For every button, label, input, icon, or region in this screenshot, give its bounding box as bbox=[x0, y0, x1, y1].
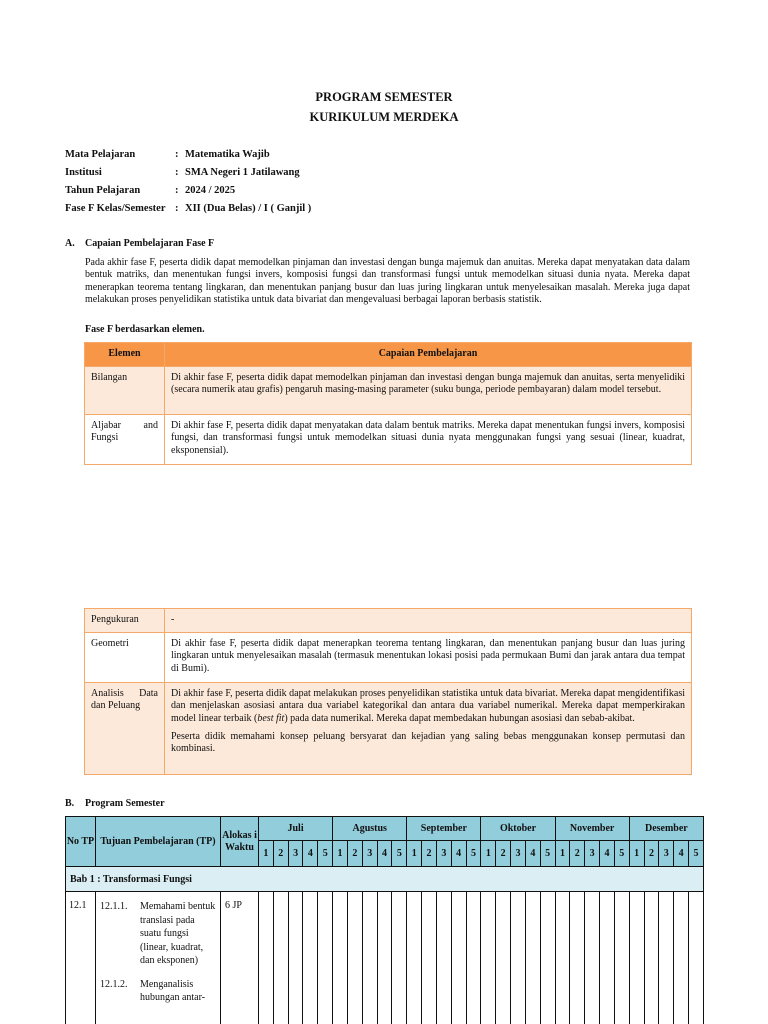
tp-item-code: 12.1.2. bbox=[100, 978, 128, 990]
tp-item-text: Menganalisis hubungan antar- bbox=[140, 978, 206, 1003]
text-run: Di akhir fase F, peserta didik dapat melakukan proses penyelidikan statistika untuk data bivariat. Mereka dapat mengidentifikasi dan menjelaskan asosiasi antara dua variabel kategorikal dan antara dua variabel numerikal. Mereka dapat memperkirakan model linear terbaik ( bbox=[171, 688, 685, 724]
cp-row-aljabar bbox=[85, 415, 692, 465]
info-colon: : bbox=[175, 167, 179, 178]
week-cell bbox=[436, 892, 451, 1024]
tp-number: 12.1 bbox=[66, 892, 96, 1024]
identity-block bbox=[65, 148, 311, 220]
cp-description: Di akhir fase F, peserta didik dapat menyatakan data dalam bentuk matriks. Mereka dapat menentukan fungsi invers, komposisi fungsi, dan transformasi fungsi untuk memodelkan situasi dunia nyata menggunakan fungsi yang sesuai (linear, kuadrat, eksponensial). bbox=[165, 415, 692, 465]
week-header: 2 bbox=[570, 841, 585, 867]
week-cell bbox=[318, 892, 333, 1024]
week-header: 1 bbox=[333, 841, 348, 867]
cp-row-analisis-data bbox=[85, 683, 692, 775]
tp-row bbox=[66, 892, 704, 1024]
tp-item-code: 12.1.1. bbox=[100, 901, 128, 912]
week-cell bbox=[689, 892, 704, 1024]
week-cell bbox=[333, 892, 348, 1024]
cp-element: Bilangan bbox=[85, 367, 165, 415]
week-header: 4 bbox=[600, 841, 615, 867]
cp-table-header bbox=[85, 343, 692, 367]
cp-row-bilangan bbox=[85, 367, 692, 415]
week-cell bbox=[407, 892, 422, 1024]
week-header: 4 bbox=[451, 841, 466, 867]
week-header: 3 bbox=[659, 841, 674, 867]
week-header: 4 bbox=[525, 841, 540, 867]
program-semester-table bbox=[65, 816, 704, 1024]
info-label: Fase F Kelas/Semester bbox=[65, 203, 166, 214]
week-header: 3 bbox=[436, 841, 451, 867]
week-header: 4 bbox=[377, 841, 392, 867]
week-cell bbox=[481, 892, 496, 1024]
month-header: Oktober bbox=[481, 817, 555, 841]
week-cell bbox=[422, 892, 437, 1024]
tp-description bbox=[96, 892, 221, 1024]
page-subtitle: KURIKULUM MERDEKA bbox=[309, 110, 459, 124]
section-title: Program Semester bbox=[85, 798, 165, 809]
week-header: 2 bbox=[644, 841, 659, 867]
week-header: 5 bbox=[614, 841, 629, 867]
week-cell bbox=[555, 892, 570, 1024]
page-title: PROGRAM SEMESTER bbox=[315, 90, 453, 104]
week-header: 5 bbox=[318, 841, 333, 867]
week-cell bbox=[614, 892, 629, 1024]
week-header: 2 bbox=[422, 841, 437, 867]
cp-element: Aljabar and Fungsi bbox=[85, 415, 165, 465]
month-header: Agustus bbox=[333, 817, 407, 841]
info-row-institution bbox=[65, 166, 311, 184]
month-header: September bbox=[407, 817, 481, 841]
info-colon: : bbox=[175, 149, 179, 160]
cp-element: Geometri bbox=[85, 633, 165, 683]
week-header: 3 bbox=[511, 841, 526, 867]
week-cell bbox=[451, 892, 466, 1024]
info-value: 2024 / 2025 bbox=[185, 185, 236, 196]
section-b-heading bbox=[65, 798, 165, 809]
info-label: Mata Pelajaran bbox=[65, 149, 136, 160]
tp-item bbox=[100, 978, 216, 1005]
info-value: XII (Dua Belas) / I ( Ganjil ) bbox=[185, 203, 312, 214]
col-alokasi: Alokas i Waktu bbox=[221, 817, 259, 867]
info-row-subject bbox=[65, 148, 311, 166]
week-cell bbox=[466, 892, 481, 1024]
section-a-heading bbox=[65, 238, 214, 249]
section-title: Capaian Pembelajaran Fase F bbox=[85, 238, 215, 249]
cp-row-pengukuran bbox=[85, 609, 692, 633]
week-cell bbox=[273, 892, 288, 1024]
week-header: 3 bbox=[362, 841, 377, 867]
cp-description bbox=[165, 683, 692, 775]
cp-row-geometri bbox=[85, 633, 692, 683]
bab-title: Bab 1 : Transformasi Fungsi bbox=[66, 867, 704, 892]
cp-description: - bbox=[165, 609, 692, 633]
cp-element: Analisis Data dan Peluang bbox=[85, 683, 165, 775]
week-cell bbox=[540, 892, 555, 1024]
month-header: Juli bbox=[259, 817, 333, 841]
text-run-italic: best fit bbox=[257, 712, 285, 724]
cp-description: Di akhir fase F, peserta didik dapat memodelkan pinjaman dan investasi dengan bunga majemuk dan anuitas, serta menyelidiki (secara numerik atau grafis) pengaruh masing-masing parameter (suku bunga, periode pembayaran) dalam model tersebut. bbox=[165, 367, 692, 415]
info-colon: : bbox=[175, 185, 179, 196]
tp-item bbox=[100, 900, 216, 968]
text-run: ) pada data numerikal. Mereka dapat membedakan hubungan asosiasi dan sebab-akibat. bbox=[284, 712, 635, 724]
tp-alokasi: 6 JP bbox=[221, 892, 259, 1024]
section-number: B. bbox=[65, 798, 75, 809]
info-label: Tahun Pelajaran bbox=[65, 185, 141, 196]
week-cell bbox=[288, 892, 303, 1024]
week-header: 1 bbox=[259, 841, 274, 867]
week-header: 5 bbox=[392, 841, 407, 867]
week-header: 2 bbox=[496, 841, 511, 867]
info-row-year bbox=[65, 184, 311, 202]
week-cell bbox=[511, 892, 526, 1024]
week-header: 2 bbox=[273, 841, 288, 867]
week-cell bbox=[629, 892, 644, 1024]
week-header: 5 bbox=[466, 841, 481, 867]
info-value: SMA Negeri 1 Jatilawang bbox=[185, 167, 300, 178]
week-header: 1 bbox=[555, 841, 570, 867]
week-cell bbox=[600, 892, 615, 1024]
week-header: 5 bbox=[540, 841, 555, 867]
week-cell bbox=[377, 892, 392, 1024]
col-tujuan: Tujuan Pembelajaran (TP) bbox=[96, 817, 221, 867]
cp-description-p1 bbox=[171, 688, 685, 725]
week-header: 3 bbox=[288, 841, 303, 867]
week-header: 5 bbox=[689, 841, 704, 867]
cp-table-part1 bbox=[84, 342, 692, 465]
week-cell bbox=[347, 892, 362, 1024]
info-colon: : bbox=[175, 203, 179, 214]
cp-description-p2: Peserta didik memahami konsep peluang bersyarat dan kejadian yang saling bebas menggunakan konsep permutasi dan kombinasi. bbox=[171, 730, 685, 755]
week-header: 1 bbox=[629, 841, 644, 867]
month-header: Desember bbox=[629, 817, 703, 841]
ps-header-row-1 bbox=[66, 817, 704, 841]
month-header: November bbox=[555, 817, 629, 841]
col-no-tp: No TP bbox=[66, 817, 96, 867]
week-cell bbox=[392, 892, 407, 1024]
week-cell bbox=[674, 892, 689, 1024]
cp-subheading: Fase F berdasarkan elemen. bbox=[85, 324, 205, 335]
bab-row bbox=[66, 867, 704, 892]
tp-item-text: Memahami bentuk translasi pada suatu fungsi (linear, kuadrat, dan eksponen) bbox=[140, 901, 216, 966]
cp-table-part2 bbox=[84, 608, 692, 775]
week-cell bbox=[659, 892, 674, 1024]
info-row-phase bbox=[65, 202, 311, 220]
week-cell bbox=[362, 892, 377, 1024]
info-label: Institusi bbox=[65, 167, 102, 178]
week-cell bbox=[496, 892, 511, 1024]
week-header: 1 bbox=[481, 841, 496, 867]
section-number: A. bbox=[65, 238, 75, 249]
info-value: Matematika Wajib bbox=[185, 149, 270, 160]
week-header: 2 bbox=[347, 841, 362, 867]
week-header: 4 bbox=[303, 841, 318, 867]
week-header: 3 bbox=[585, 841, 600, 867]
cp-paragraph: Pada akhir fase F, peserta didik dapat memodelkan pinjaman dan investasi dengan bunga majemuk dan anuitas. Mereka dapat menyatakan data dalam bentuk matriks, dan menentukan fungsi invers, komposisi fungsi dan transformasi fungsi untuk memodelkan situasi dunia nyata. Mereka dapat menerapkan teorema tentang lingkaran, dan menentukan panjang busur dan luas juring lingkaran untuk menyelesaikan masalah. Mereka juga dapat melakukan proses penyelidikan statistika untuk data bivariat dan mengevaluasi berbagai laporan berbasis statistik. bbox=[85, 257, 690, 305]
week-cell bbox=[570, 892, 585, 1024]
cp-element: Pengukuran bbox=[85, 609, 165, 633]
week-cell bbox=[259, 892, 274, 1024]
week-cell bbox=[585, 892, 600, 1024]
week-header: 1 bbox=[407, 841, 422, 867]
header-cp: Capaian Pembelajaran bbox=[165, 343, 692, 367]
week-header: 4 bbox=[674, 841, 689, 867]
week-cell bbox=[525, 892, 540, 1024]
cp-description: Di akhir fase F, peserta didik dapat menerapkan teorema tentang lingkaran, dan menentukan panjang busur dan luas juring lingkaran untuk menyelesaikan masalah (termasuk menentukan lokasi posisi pada permukaan Bumi dan jarak antara dua tempat di Bumi). bbox=[165, 633, 692, 683]
week-cell bbox=[303, 892, 318, 1024]
header-element: Elemen bbox=[85, 343, 165, 367]
week-cell bbox=[644, 892, 659, 1024]
